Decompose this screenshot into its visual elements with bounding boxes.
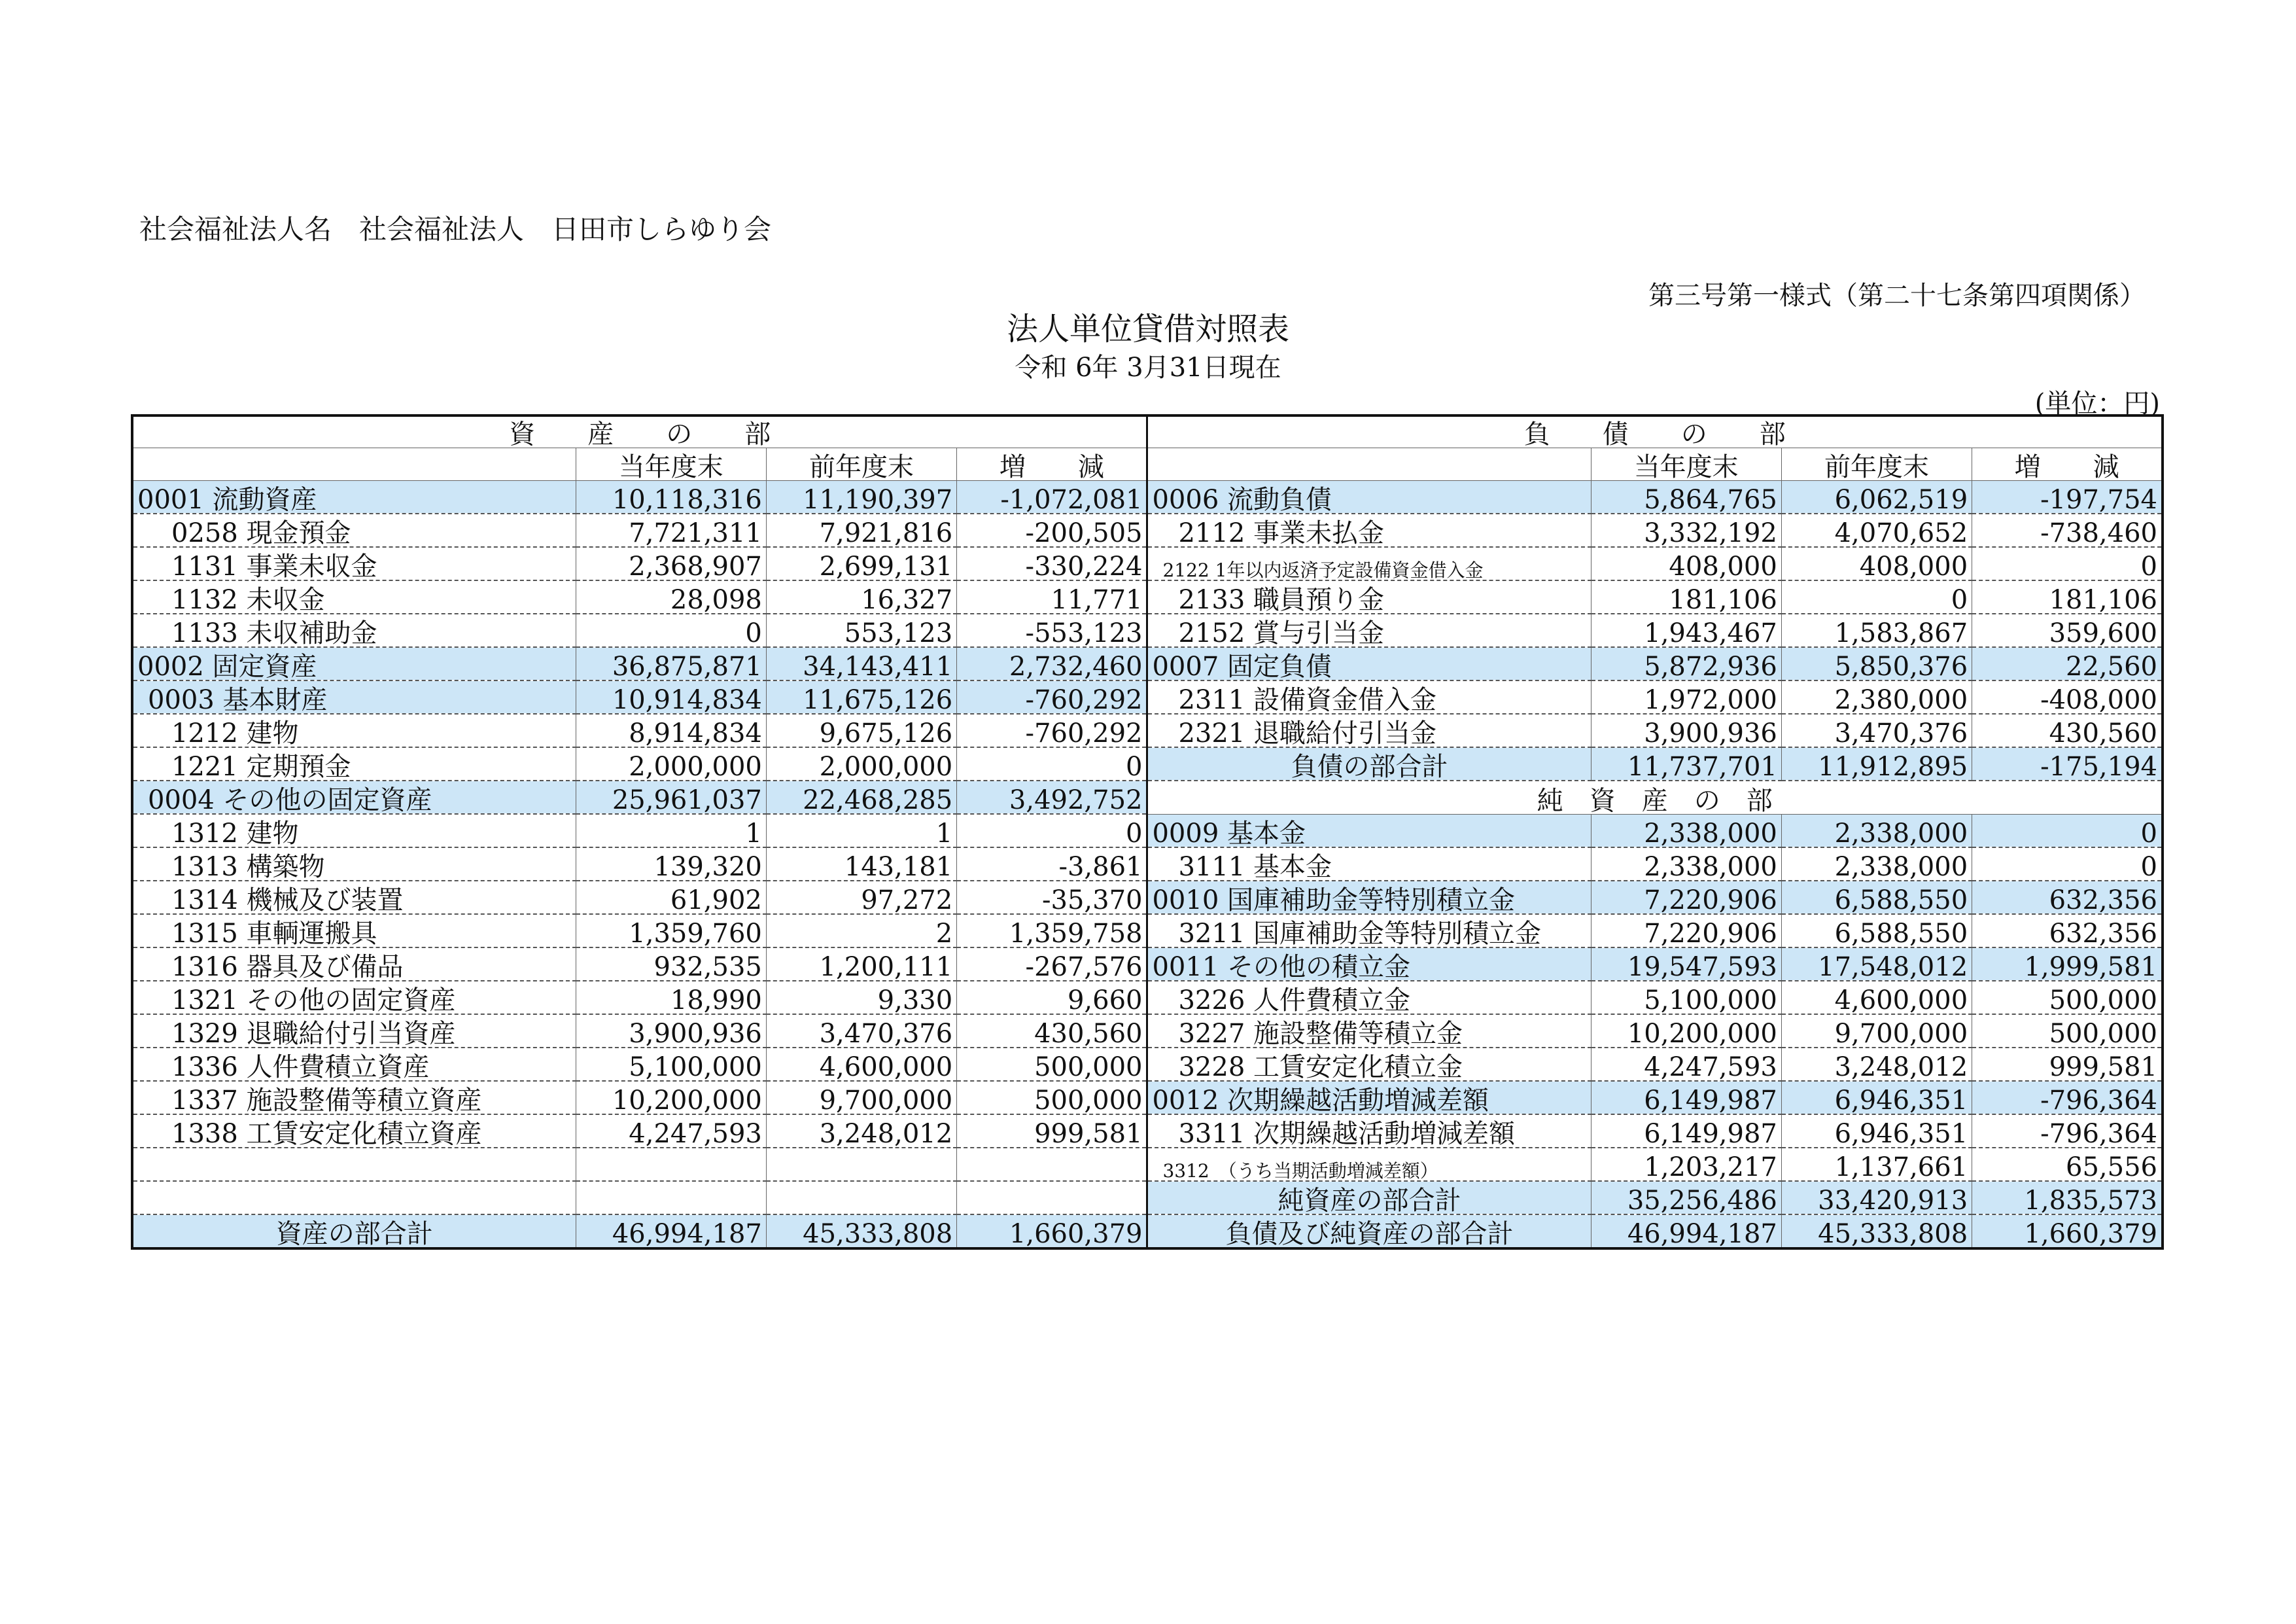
row-label: 1337 施設整備等積立資産 [132,1081,576,1114]
table-row [132,714,2163,747]
change-value: 500,000 [957,1048,1147,1081]
row-label: 1315 車輌運搬具 [132,914,576,947]
current-value: 46,994,187 [576,1214,766,1248]
row-label: 0004 その他の固定資産 [132,781,576,814]
table-row [132,547,2163,580]
row-label: 3111 基本金 [1147,847,1591,881]
current-value: 7,721,311 [576,514,766,547]
row-label: 0006 流動負債 [1147,481,1591,514]
table-row [132,514,2163,547]
net-assets-section-header: 純 資 産 の 部 [1147,781,2163,814]
table-row [132,747,2163,781]
previous-value: 34,143,411 [766,647,956,680]
row-label: 1312 建物 [132,814,576,847]
current-value: 4,247,593 [576,1114,766,1148]
current-value: 46,994,187 [1591,1214,1781,1248]
change-value: 9,660 [957,981,1147,1014]
current-value: 3,900,936 [576,1014,766,1048]
previous-value: 1 [766,814,956,847]
assets-section-header: 資 産 の 部 [132,415,1147,448]
previous-value: 45,333,808 [1781,1214,1972,1248]
row-label: 0010 国庫補助金等特別積立金 [1147,881,1591,914]
change-value: -760,292 [957,714,1147,747]
current-value: 25,961,037 [576,781,766,814]
change-value: 0 [957,814,1147,847]
table-row [132,947,2163,981]
assets-total-label: 資産の部合計 [132,1214,576,1248]
col-previous-left: 前年度末 [766,448,956,481]
col-current-left: 当年度末 [576,448,766,481]
blank-header-cell [132,448,576,481]
change-value: 999,581 [957,1114,1147,1148]
current-value: 1,359,760 [576,914,766,947]
empty-cell [957,1148,1147,1181]
previous-value: 16,327 [766,580,956,614]
previous-value: 553,123 [766,614,956,647]
section-header-row [132,415,2163,448]
current-value: 5,100,000 [576,1048,766,1081]
previous-value: 1,137,661 [1781,1148,1972,1181]
table-row [132,1148,2163,1181]
current-value: 7,220,906 [1591,881,1781,914]
previous-value: 9,330 [766,981,956,1014]
previous-value: 3,248,012 [1781,1048,1972,1081]
change-value: -267,576 [957,947,1147,981]
change-value: 1,660,379 [957,1214,1147,1248]
col-current-right: 当年度末 [1591,448,1781,481]
previous-value: 6,588,550 [1781,914,1972,947]
change-value: 0 [957,747,1147,781]
change-value: -175,194 [1972,747,2163,781]
empty-cell [576,1181,766,1214]
row-label: 3311 次期繰越活動増減差額 [1147,1114,1591,1148]
current-value: 139,320 [576,847,766,881]
row-label: 1313 構築物 [132,847,576,881]
row-label: 2133 職員預り金 [1147,580,1591,614]
row-label: 2152 賞与引当金 [1147,614,1591,647]
current-value: 5,864,765 [1591,481,1781,514]
row-label: 1131 事業未収金 [132,547,576,580]
previous-value: 33,420,913 [1781,1181,1972,1214]
current-value: 61,902 [576,881,766,914]
previous-value: 22,468,285 [766,781,956,814]
previous-value: 6,062,519 [1781,481,1972,514]
liabilities-section-header: 負 債 の 部 [1147,415,2163,448]
previous-value: 6,946,351 [1781,1114,1972,1148]
change-value: -330,224 [957,547,1147,580]
column-header-row [132,448,2163,481]
previous-value: 3,470,376 [1781,714,1972,747]
current-value: 408,000 [1591,547,1781,580]
empty-cell [766,1181,956,1214]
change-value: -197,754 [1972,481,2163,514]
current-value: 11,737,701 [1591,747,1781,781]
current-value: 10,118,316 [576,481,766,514]
previous-value: 2,338,000 [1781,814,1972,847]
row-label: 1314 機械及び装置 [132,881,576,914]
row-label: 3226 人件費積立金 [1147,981,1591,1014]
change-value: 22,560 [1972,647,2163,680]
previous-value: 2,380,000 [1781,680,1972,714]
change-value: 0 [1972,814,2163,847]
change-value: -200,505 [957,514,1147,547]
empty-cell [957,1181,1147,1214]
row-label: 3228 工賃安定化積立金 [1147,1048,1591,1081]
previous-value: 6,588,550 [1781,881,1972,914]
current-value: 181,106 [1591,580,1781,614]
current-value: 1,972,000 [1591,680,1781,714]
change-value: -1,072,081 [957,481,1147,514]
previous-value: 9,675,126 [766,714,956,747]
change-value: 430,560 [957,1014,1147,1048]
empty-cell [766,1148,956,1181]
row-label: 0011 その他の積立金 [1147,947,1591,981]
previous-value: 4,600,000 [1781,981,1972,1014]
table-row [132,647,2163,680]
table-row [132,1081,2163,1114]
change-value: 3,492,752 [957,781,1147,814]
previous-value: 2,338,000 [1781,847,1972,881]
row-label: 1133 未収補助金 [132,614,576,647]
previous-value: 2,000,000 [766,747,956,781]
row-label: 1321 その他の固定資産 [132,981,576,1014]
change-value: -738,460 [1972,514,2163,547]
previous-value: 9,700,000 [1781,1014,1972,1048]
document-title: 法人単位貸借対照表 [1006,311,1289,347]
row-label: 1316 器具及び備品 [132,947,576,981]
current-value: 0 [576,614,766,647]
current-value: 6,149,987 [1591,1114,1781,1148]
previous-value: 3,248,012 [766,1114,956,1148]
row-label: 0009 基本金 [1147,814,1591,847]
change-value: 0 [1972,547,2163,580]
current-value: 932,535 [576,947,766,981]
empty-cell [132,1148,576,1181]
current-value: 3,900,936 [1591,714,1781,747]
current-value: 6,149,987 [1591,1081,1781,1114]
change-value: 999,581 [1972,1048,2163,1081]
row-label: 2112 事業未払金 [1147,514,1591,547]
table-row [132,814,2163,847]
row-label: 2122 1年以内返済予定設備資金借入金 [1147,547,1591,580]
current-value: 4,247,593 [1591,1048,1781,1081]
row-label: 1221 定期預金 [132,747,576,781]
change-value: 430,560 [1972,714,2163,747]
table-row [132,614,2163,647]
col-change-right: 増 減 [1972,448,2163,481]
change-value: 65,556 [1972,1148,2163,1181]
previous-value: 45,333,808 [766,1214,956,1248]
change-value: 1,999,581 [1972,947,2163,981]
document-date: 令和 6年 3月31日現在 [1015,353,1281,383]
previous-value: 2 [766,914,956,947]
empty-cell [576,1148,766,1181]
table-row [132,914,2163,947]
change-value: -553,123 [957,614,1147,647]
previous-value: 5,850,376 [1781,647,1972,680]
row-label: 1132 未収金 [132,580,576,614]
current-value: 7,220,906 [1591,914,1781,947]
previous-value: 1,583,867 [1781,614,1972,647]
net-assets-total-label: 純資産の部合計 [1147,1181,1591,1214]
table-row [132,847,2163,881]
current-value: 2,368,907 [576,547,766,580]
change-value: 359,600 [1972,614,2163,647]
table-row [132,680,2163,714]
previous-value: 11,675,126 [766,680,956,714]
row-label: 3312 （うち当期活動増減差額） [1147,1148,1591,1181]
row-label: 1212 建物 [132,714,576,747]
previous-value: 9,700,000 [766,1081,956,1114]
row-label: 3227 施設整備等積立金 [1147,1014,1591,1048]
row-label: 0003 基本財産 [132,680,576,714]
change-value: 1,359,758 [957,914,1147,947]
change-value: -796,364 [1972,1081,2163,1114]
previous-value: 1,200,111 [766,947,956,981]
previous-value: 4,600,000 [766,1048,956,1081]
blank-header-cell [1147,448,1591,481]
change-value: 2,732,460 [957,647,1147,680]
row-label: 0012 次期繰越活動増減差額 [1147,1081,1591,1114]
change-value: 500,000 [1972,981,2163,1014]
table-row [132,580,2163,614]
row-label: 0258 現金預金 [132,514,576,547]
row-label: 2321 退職給付引当金 [1147,714,1591,747]
liabilities-total-label: 負債の部合計 [1147,747,1591,781]
row-label: 1336 人件費積立資産 [132,1048,576,1081]
current-value: 2,338,000 [1591,847,1781,881]
totals-row [132,1214,2163,1248]
current-value: 1,943,467 [1591,614,1781,647]
previous-value: 6,946,351 [1781,1081,1972,1114]
change-value: 500,000 [957,1081,1147,1114]
col-change-left: 増 減 [957,448,1147,481]
change-value: 0 [1972,847,2163,881]
current-value: 2,000,000 [576,747,766,781]
row-label: 0002 固定資産 [132,647,576,680]
current-value: 5,872,936 [1591,647,1781,680]
table-row [132,1048,2163,1081]
change-value: 500,000 [1972,1014,2163,1048]
change-value: -3,861 [957,847,1147,881]
current-value: 1,203,217 [1591,1148,1781,1181]
row-label: 3211 国庫補助金等特別積立金 [1147,914,1591,947]
current-value: 36,875,871 [576,647,766,680]
current-value: 8,914,834 [576,714,766,747]
change-value: 11,771 [957,580,1147,614]
current-value: 35,256,486 [1591,1181,1781,1214]
table-row [132,781,2163,814]
current-value: 2,338,000 [1591,814,1781,847]
previous-value: 11,190,397 [766,481,956,514]
change-value: 1,835,573 [1972,1181,2163,1214]
col-previous-right: 前年度末 [1781,448,1972,481]
table-row [132,881,2163,914]
change-value: -35,370 [957,881,1147,914]
previous-value: 3,470,376 [766,1014,956,1048]
previous-value: 143,181 [766,847,956,881]
current-value: 1 [576,814,766,847]
table-row [132,1114,2163,1148]
previous-value: 408,000 [1781,547,1972,580]
row-label: 1329 退職給付引当資産 [132,1014,576,1048]
row-label: 0007 固定負債 [1147,647,1591,680]
current-value: 18,990 [576,981,766,1014]
change-value: -796,364 [1972,1114,2163,1148]
row-label: 0001 流動資産 [132,481,576,514]
change-value: 632,356 [1972,881,2163,914]
current-value: 10,200,000 [1591,1014,1781,1048]
form-reference: 第三号第一様式（第二十七条第四項関係） [1648,281,2146,311]
change-value: 1,660,379 [1972,1214,2163,1248]
previous-value: 0 [1781,580,1972,614]
current-value: 3,332,192 [1591,514,1781,547]
row-label: 1338 工賃安定化積立資産 [132,1114,576,1148]
current-value: 28,098 [576,580,766,614]
current-value: 5,100,000 [1591,981,1781,1014]
previous-value: 4,070,652 [1781,514,1972,547]
current-value: 19,547,593 [1591,947,1781,981]
current-value: 10,200,000 [576,1081,766,1114]
previous-value: 97,272 [766,881,956,914]
previous-value: 17,548,012 [1781,947,1972,981]
previous-value: 7,921,816 [766,514,956,547]
empty-cell [132,1181,576,1214]
unit-label: (単位：円) [2034,389,2160,419]
row-label: 2311 設備資金借入金 [1147,680,1591,714]
table-row [132,1181,2163,1214]
balance-sheet-table [131,414,2164,1250]
table-row [132,981,2163,1014]
table-row [132,481,2163,514]
previous-value: 2,699,131 [766,547,956,580]
change-value: 181,106 [1972,580,2163,614]
change-value: -760,292 [957,680,1147,714]
liabilities-net-assets-total-label: 負債及び純資産の部合計 [1147,1214,1591,1248]
previous-value: 11,912,895 [1781,747,1972,781]
table-row [132,1014,2163,1048]
change-value: -408,000 [1972,680,2163,714]
change-value: 632,356 [1972,914,2163,947]
current-value: 10,914,834 [576,680,766,714]
org-name: 社会福祉法人名 社会福祉法人 日田市しらゆり会 [139,213,772,245]
